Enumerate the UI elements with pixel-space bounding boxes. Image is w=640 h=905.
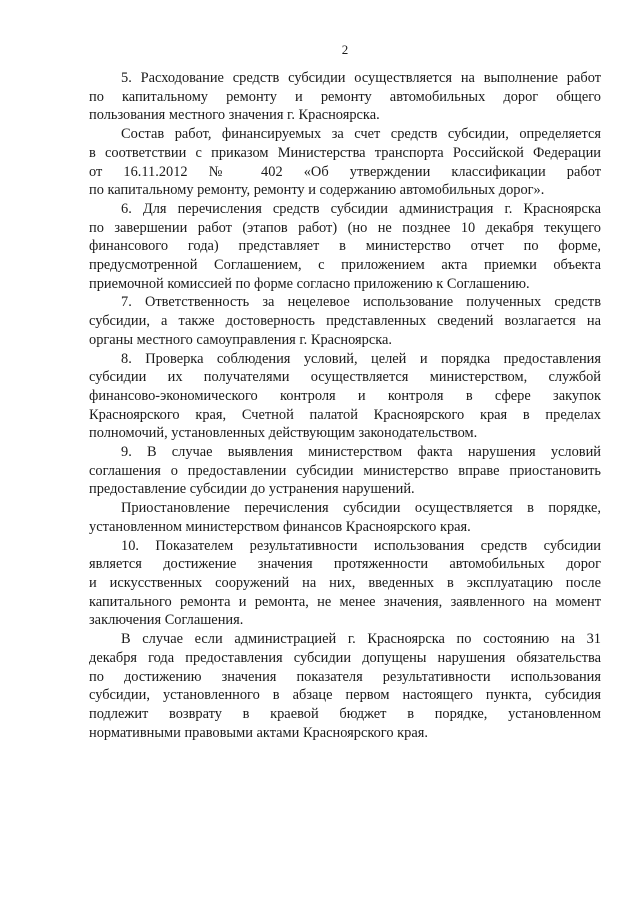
paragraph (89, 125, 601, 200)
paragraph (89, 200, 601, 294)
paragraph (89, 350, 601, 444)
text-line: субсидии их получателями осуществляется министерством, службой (89, 369, 601, 386)
text-line: 8. Проверка соблюдения условий, целей и порядка предоставления (121, 350, 601, 367)
text-line: 5. Расходование средств субсидии осуществляется на выполнение работ (121, 70, 601, 86)
text-line: финансового года) представляет в министерство отчет по форме, (89, 238, 601, 255)
text-line: 9. В случае выявления министерством факта нарушения условий (121, 444, 601, 461)
text-line: нормативными правовыми актами Красноярского края. (89, 724, 428, 741)
text-line: Приостановление перечисления субсидии осуществляется в порядке, (121, 500, 601, 517)
text-line: субсидии, а также достоверность представленных сведений возлагается на (89, 313, 601, 330)
text-line: капитального ремонта и ремонта, не менее значения, заявленного на момент (89, 593, 601, 610)
text-line: по завершении работ (этапов работ) (но не позднее 10 декабря текущего (89, 219, 601, 236)
text-line: по капитальному ремонту, ремонту и содержанию автомобильных дорог». (89, 182, 545, 199)
text-line: в соответствии с приказом Министерства транспорта Российской Федерации (89, 144, 601, 161)
text-line: Красноярского края, Счетной палатой Красноярского края в пределах (89, 406, 601, 423)
text-line: установленном министерством финансов Красноярского края. (89, 518, 471, 535)
text-line: органы местного самоуправления г. Красноярска. (89, 331, 393, 348)
text-line: является достижение значения протяженности автомобильных дорог (89, 556, 601, 573)
text-line: пользования местного значения г. Красноярска. (89, 107, 380, 124)
paragraph (89, 69, 601, 125)
text-line: декабря года предоставления субсидии допущены нарушения обязательства (89, 649, 601, 666)
text-line: В случае если администрацией г. Красноярска по состоянию на 31 (121, 631, 601, 648)
text-line: подлежит возврату в краевой бюджет в порядке, установленном (89, 705, 601, 722)
text-line: и искусственных сооружений на них, введенных в эксплуатацию после (89, 574, 601, 591)
paragraph (89, 630, 601, 742)
paragraph (89, 443, 601, 499)
text-line: субсидии, установленного в абзаце первом настоящего пункта, субсидия (89, 687, 601, 704)
text-line: от 16.11.2012 № 402 «Об утверждении классификации работ (89, 163, 601, 180)
text-line: финансово-экономического контроля и контроля в сфере закупок (89, 387, 601, 404)
text-line: 10. Показателем результативности использования средств субсидии (121, 537, 601, 554)
text-line: предусмотренной Соглашением, с приложением акта приемки объекта (89, 257, 601, 274)
text-line: Состав работ, финансируемых за счет средств субсидии, определяется (121, 126, 601, 143)
text-line: соглашения о предоставлении субсидии министерство вправе приостановить (89, 462, 601, 479)
document-body (89, 69, 601, 742)
page-number: 2 (341, 42, 349, 57)
text-line: по достижению значения показателя результативности использования (89, 668, 601, 685)
text-line: предоставление субсидии до устранения нарушений. (89, 481, 415, 498)
text-line: заключения Соглашения. (89, 612, 244, 629)
text-line: приемочной комиссией по форме согласно приложению к Соглашению. (89, 275, 530, 292)
paragraph (89, 293, 601, 349)
text-line: 6. Для перечисления средств субсидии администрация г. Красноярска (121, 200, 601, 217)
text-line: по капитальному ремонту и ремонту автомобильных дорог общего (89, 88, 601, 105)
paragraph (89, 499, 601, 536)
text-line: 7. Ответственность за нецелевое использование полученных средств (121, 294, 601, 311)
text-line: полномочий, установленных действующим законодательством. (89, 425, 478, 442)
paragraph (89, 537, 601, 631)
